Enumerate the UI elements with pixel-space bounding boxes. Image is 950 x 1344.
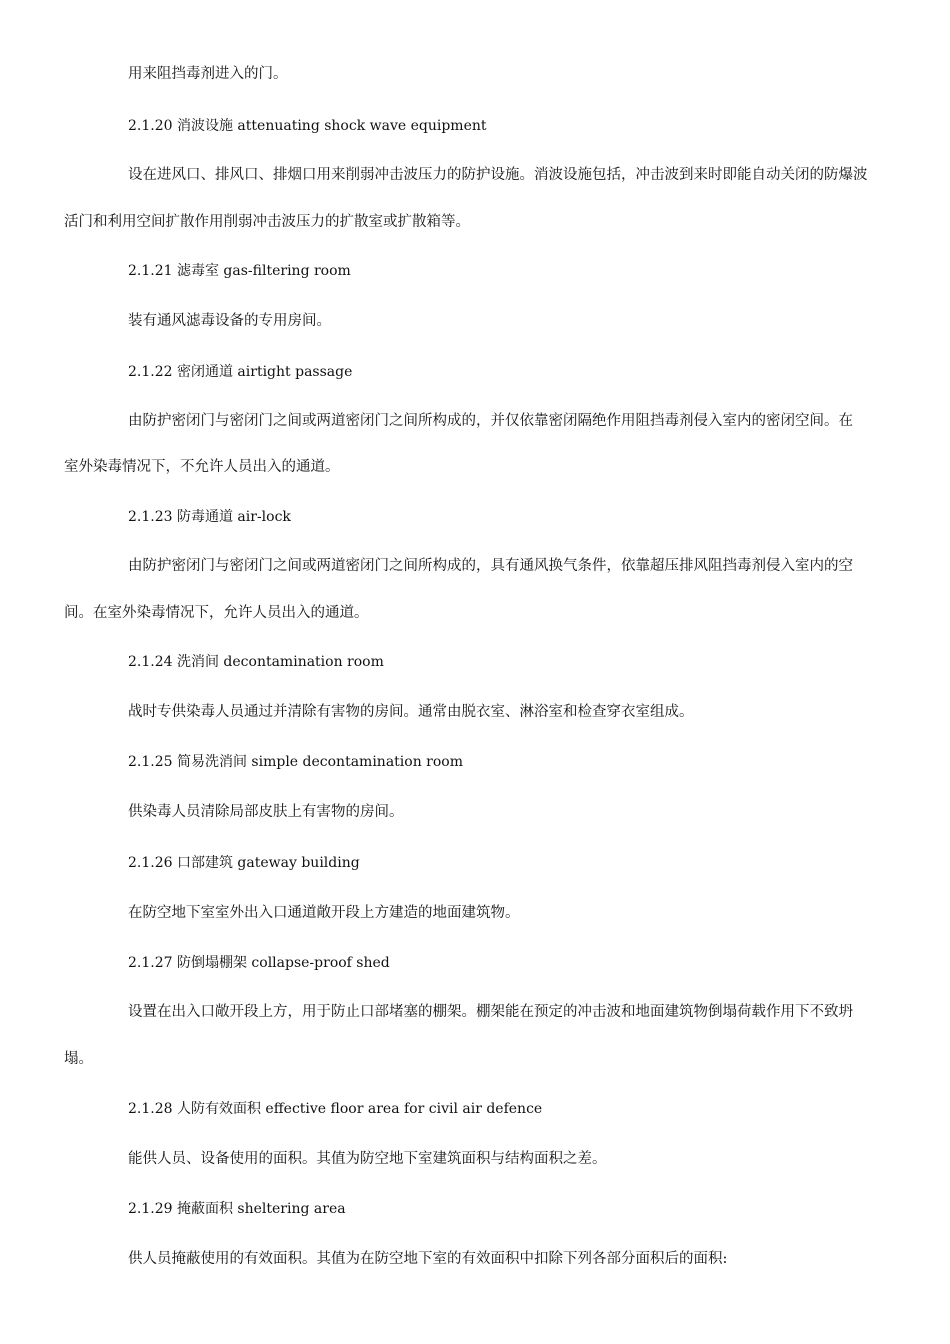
definition-2-1-21: 装有通风滤毒设备的专用房间。 bbox=[128, 313, 331, 329]
definition-2-1-27: 设置在出入口敞开段上方，用于防止口部堵塞的棚架。棚架能在预定的冲击波和地面建筑物倒塌荷载作用下不致坍 bbox=[128, 1004, 853, 1020]
term-2-1-25: 2.1.25 简易洗消间 simple decontamination room bbox=[128, 754, 463, 770]
term-2-1-26: 2.1.26 口部建筑 gateway building bbox=[128, 855, 360, 871]
definition-2-1-24: 战时专供染毒人员通过并清除有害物的房间。通常由脱衣室、淋浴室和检查穿衣室组成。 bbox=[128, 704, 694, 720]
definition-2-1-20-continued: 活门和利用空间扩散作用削弱冲击波压力的扩散室或扩散箱等。 bbox=[64, 214, 470, 230]
definition-2-1-29: 供人员掩蔽使用的有效面积。其值为在防空地下室的有效面积中扣除下列各部分面积后的面积: bbox=[128, 1251, 728, 1267]
definition-2-1-23-continued: 间。在室外染毒情况下，允许人员出入的通道。 bbox=[64, 605, 369, 621]
term-2-1-24: 2.1.24 洗消间 decontamination room bbox=[128, 654, 384, 670]
definition-2-1-26: 在防空地下室室外出入口通道敞开段上方建造的地面建筑物。 bbox=[128, 905, 520, 921]
term-2-1-27: 2.1.27 防倒塌棚架 collapse-proof shed bbox=[128, 955, 390, 971]
term-2-1-21: 2.1.21 滤毒室 gas-filtering room bbox=[128, 263, 351, 279]
paragraph-door-definition-end: 用来阻挡毒剂进入的门。 bbox=[128, 66, 288, 82]
definition-2-1-25: 供染毒人员清除局部皮肤上有害物的房间。 bbox=[128, 804, 404, 820]
term-2-1-28: 2.1.28 人防有效面积 effective floor area for civil air defence bbox=[128, 1101, 543, 1117]
definition-2-1-28: 能供人员、设备使用的面积。其值为防空地下室建筑面积与结构面积之差。 bbox=[128, 1151, 607, 1167]
term-2-1-20: 2.1.20 消波设施 attenuating shock wave equipment bbox=[128, 118, 487, 134]
definition-2-1-22-continued: 室外染毒情况下，不允许人员出入的通道。 bbox=[64, 459, 340, 475]
term-2-1-23: 2.1.23 防毒通道 air-lock bbox=[128, 509, 291, 525]
definition-2-1-20: 设在进风口、排风口、排烟口用来削弱冲击波压力的防护设施。消波设施包括，冲击波到来时即能自动关闭的防爆波 bbox=[128, 167, 868, 183]
term-2-1-29: 2.1.29 掩蔽面积 sheltering area bbox=[128, 1201, 346, 1217]
term-2-1-22: 2.1.22 密闭通道 airtight passage bbox=[128, 364, 353, 380]
definition-2-1-27-continued: 塌。 bbox=[64, 1051, 93, 1067]
definition-2-1-22: 由防护密闭门与密闭门之间或两道密闭门之间所构成的，并仅依靠密闭隔绝作用阻挡毒剂侵入室内的密闭空间。在 bbox=[128, 413, 853, 429]
definition-2-1-23: 由防护密闭门与密闭门之间或两道密闭门之间所构成的，具有通风换气条件，依靠超压排风阻挡毒剂侵入室内的空 bbox=[128, 558, 853, 574]
